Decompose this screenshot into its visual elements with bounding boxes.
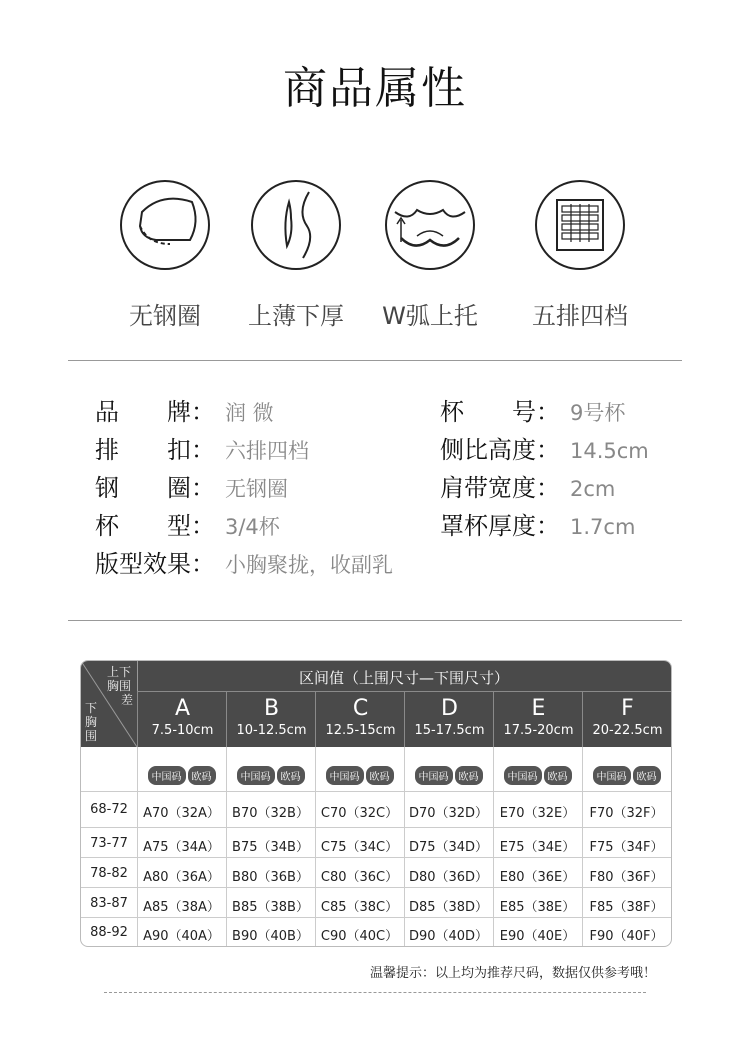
feature-wireless: 无钢圈 xyxy=(105,180,225,331)
eu-size-badge: 欧码 xyxy=(277,766,305,785)
divider xyxy=(81,791,671,792)
size-badges xyxy=(582,765,671,785)
attr-side-height: 侧比高度： 14.5cm xyxy=(440,436,649,464)
attr-brand: 品 牌： 润 微 xyxy=(95,398,274,426)
china-size-badge: 中国码 xyxy=(593,766,631,785)
size-cell: D80（36D） xyxy=(408,870,489,885)
range-header: 区间值（上围尺寸—下围尺寸） xyxy=(298,669,509,687)
size-cell: A90（40A） xyxy=(143,929,220,944)
size-table xyxy=(80,660,672,947)
underbust-label: 73-77 xyxy=(90,836,128,851)
padding-profile-icon xyxy=(251,180,341,270)
size-cell: F90（40F） xyxy=(589,929,664,944)
range-value: 7.5-10cm xyxy=(151,723,214,738)
attr-cup-thickness: 罩杯厚度： 1.7cm xyxy=(440,512,636,540)
size-badges xyxy=(226,765,315,785)
attr-strap-width: 肩带宽度： 2cm xyxy=(440,474,616,502)
size-cell: E75（34E） xyxy=(499,840,576,855)
range-value: 10-12.5cm xyxy=(236,723,307,738)
china-size-badge: 中国码 xyxy=(504,766,542,785)
attr-effect: 版型效果： 小胸聚拢，收副乳 xyxy=(95,550,393,578)
size-cell: D70（32D） xyxy=(408,806,489,821)
size-cell: E80（36E） xyxy=(499,870,576,885)
range-value: 17.5-20cm xyxy=(503,723,574,738)
attr-cup-type: 杯 型： 3/4杯 xyxy=(95,512,280,540)
size-cell: F75（34F） xyxy=(589,840,664,855)
size-cell: E70（32E） xyxy=(499,806,576,821)
size-cell: B70（32B） xyxy=(232,806,309,821)
wireless-bra-icon xyxy=(120,180,210,270)
size-cell: C90（40C） xyxy=(320,929,399,944)
cup-letter: F xyxy=(621,696,634,721)
column-header-a xyxy=(137,691,227,747)
divider xyxy=(81,917,671,918)
size-cell: B80（36B） xyxy=(232,870,309,885)
size-cell: C75（34C） xyxy=(320,840,399,855)
footnote: 温馨提示：以上均为推荐尺码，数据仅供参考哦！ xyxy=(369,966,656,981)
feature-w-arc: W弧上托 xyxy=(370,180,490,331)
divider xyxy=(68,620,682,621)
size-cell: D85（38D） xyxy=(408,900,489,915)
size-cell: F70（32F） xyxy=(589,806,664,821)
size-cell: F80（36F） xyxy=(589,870,664,885)
size-cell: F85（38F） xyxy=(589,900,664,915)
divider xyxy=(81,857,671,858)
attr-cup-no: 杯 号： 9号杯 xyxy=(440,398,626,426)
cup-letter: C xyxy=(352,696,369,721)
divider xyxy=(68,360,682,361)
cup-letter: D xyxy=(441,696,458,721)
underbust-label: 88-92 xyxy=(90,925,128,940)
underbust-label: 68-72 xyxy=(90,802,128,817)
range-value: 20-22.5cm xyxy=(592,723,663,738)
column-header-f xyxy=(582,691,672,747)
range-value: 15-17.5cm xyxy=(414,723,485,738)
size-cell: D75（34D） xyxy=(408,840,489,855)
eu-size-badge: 欧码 xyxy=(188,766,216,785)
attr-wire: 钢 圈： 无钢圈 xyxy=(95,474,288,502)
cup-letter: E xyxy=(531,696,546,721)
table-corner: 上下 胸围 差 下胸围 xyxy=(81,661,138,747)
china-size-badge: 中国码 xyxy=(237,766,275,785)
size-badges xyxy=(137,765,226,785)
underbust-label: 78-82 xyxy=(90,866,128,881)
range-value: 12.5-15cm xyxy=(325,723,396,738)
eu-size-badge: 欧码 xyxy=(544,766,572,785)
size-cell: A80（36A） xyxy=(143,870,220,885)
china-size-badge: 中国码 xyxy=(148,766,186,785)
column-header-d xyxy=(404,691,494,747)
page-title: 商品属性 xyxy=(283,63,467,114)
w-arc-lift-icon xyxy=(385,180,475,270)
attr-hook: 排 扣： 六排四档 xyxy=(95,436,309,464)
column-header-b xyxy=(226,691,316,747)
size-cell: D90（40D） xyxy=(408,929,489,944)
size-badges xyxy=(404,765,493,785)
size-badges xyxy=(493,765,582,785)
size-cell: E90（40E） xyxy=(499,929,576,944)
size-cell: A70（32A） xyxy=(143,806,220,821)
table-header xyxy=(81,661,671,747)
divider xyxy=(81,887,671,888)
column-header-c xyxy=(315,691,405,747)
china-size-badge: 中国码 xyxy=(415,766,453,785)
eu-size-badge: 欧码 xyxy=(366,766,394,785)
size-badges xyxy=(315,765,404,785)
size-cell: B85（38B） xyxy=(232,900,309,915)
column-header-e xyxy=(493,691,583,747)
size-cell: C85（38C） xyxy=(320,900,399,915)
eu-size-badge: 欧码 xyxy=(633,766,661,785)
size-cell: B75（34B） xyxy=(232,840,309,855)
cup-letter: A xyxy=(174,696,191,721)
size-cell: C70（32C） xyxy=(320,806,399,821)
dotted-divider xyxy=(104,992,646,993)
size-cell: A75（34A） xyxy=(143,840,220,855)
feature-padding: 上薄下厚 xyxy=(236,180,356,331)
china-size-badge: 中国码 xyxy=(326,766,364,785)
size-cell: E85（38E） xyxy=(499,900,576,915)
eu-size-badge: 欧码 xyxy=(455,766,483,785)
cup-letter: B xyxy=(263,696,280,721)
feature-hook-eye: 五排四档 xyxy=(520,180,640,331)
divider xyxy=(81,827,671,828)
size-cell: B90（40B） xyxy=(232,929,309,944)
underbust-label: 83-87 xyxy=(90,896,128,911)
hook-eye-rows-icon xyxy=(535,180,625,270)
size-cell: C80（36C） xyxy=(320,870,399,885)
size-cell: A85（38A） xyxy=(143,900,220,915)
